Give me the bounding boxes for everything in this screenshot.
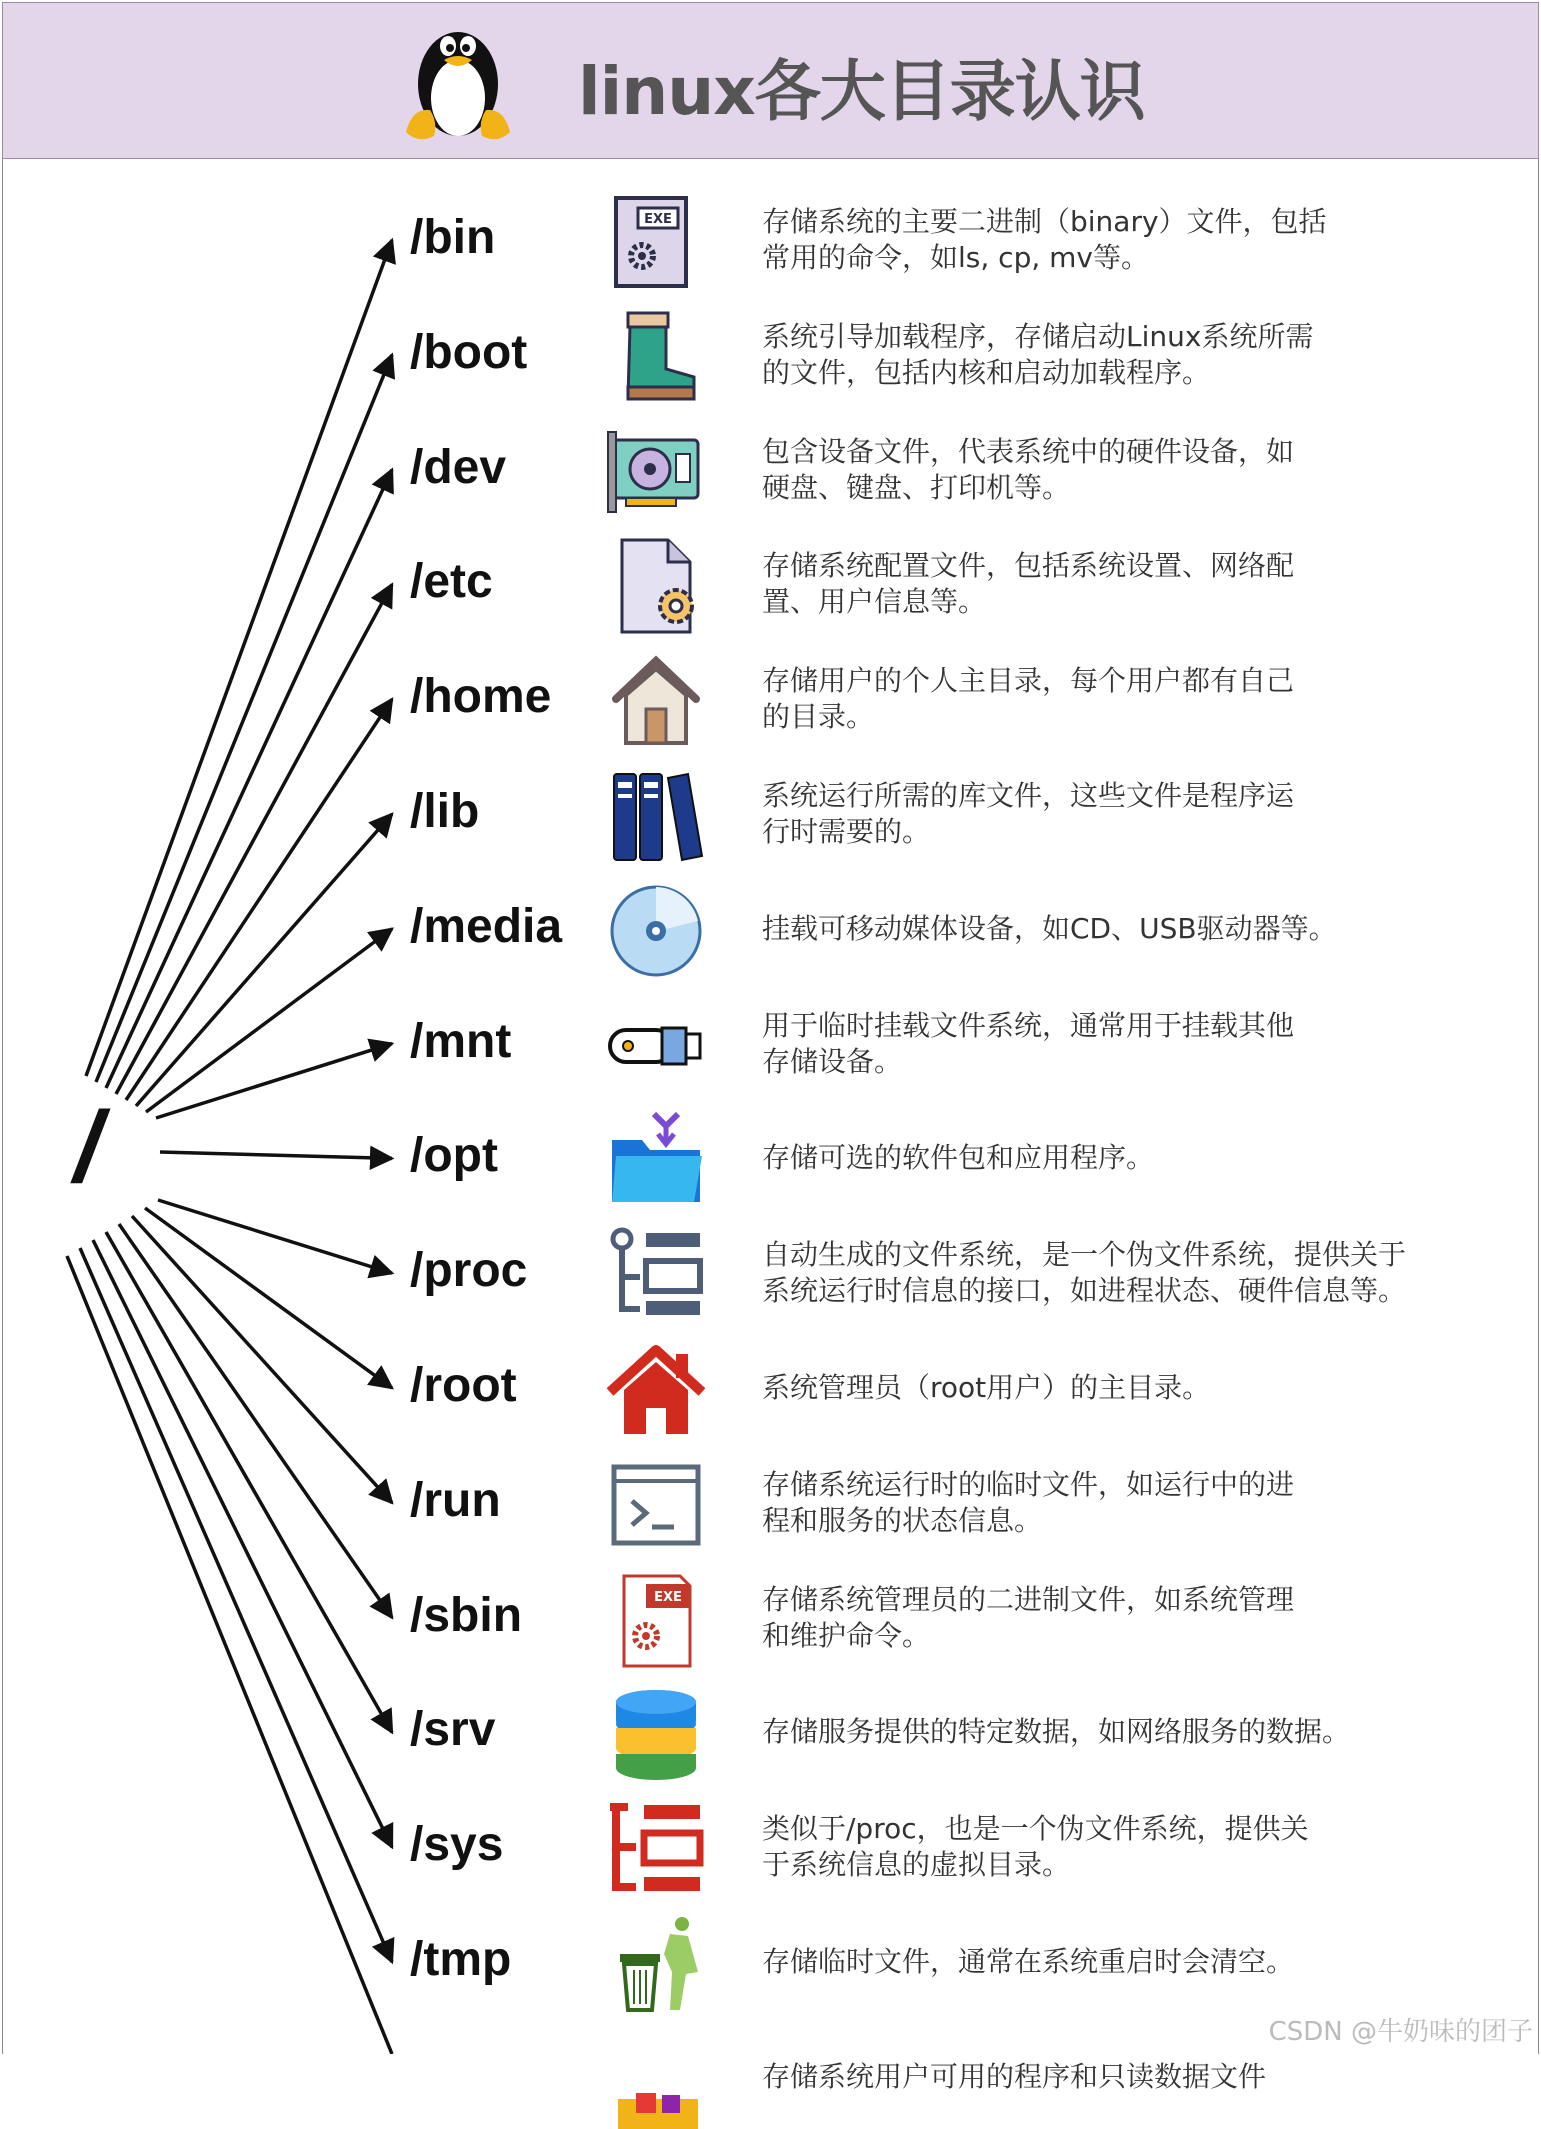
description-line: 存储设备。 (762, 1044, 903, 1078)
connector-arrow-srv (106, 1232, 392, 1732)
connector-arrow-partial (67, 1256, 392, 2054)
description-line: 存储系统用户可用的程序和只读数据文件 (762, 2059, 1267, 2093)
dir-description-dev (762, 434, 1294, 506)
description-line: 程和服务的状态信息。 (762, 1503, 1043, 1537)
description-line: 常用的命令，如ls, cp, mv等。 (762, 241, 1149, 274)
description-line: 包含设备文件，代表系统中的硬件设备，如 (762, 434, 1295, 468)
description-line: 存储服务提供的特定数据，如网络服务的数据。 (762, 1715, 1351, 1749)
dir-label-bin: /bin (410, 211, 496, 264)
usb-drive-icon (606, 996, 706, 1096)
connector-arrow-dev (106, 470, 392, 1088)
svg-text:EXE: EXE (654, 1589, 682, 1605)
description-line: 存储系统的主要二进制（binary）文件，包括 (762, 205, 1327, 238)
description-line: 用于临时挂载文件系统，通常用于挂载其他 (762, 1008, 1295, 1042)
connector-arrow-bin (86, 240, 392, 1076)
dir-label-dev: /dev (410, 440, 507, 494)
dir-description-media (762, 911, 1337, 947)
boot-icon (606, 307, 706, 407)
dir-label-home: /home (410, 670, 552, 724)
dir-label-etc: /etc (410, 555, 493, 609)
red-tree-structure-icon (606, 1799, 706, 1899)
description-line: 挂载可移动媒体设备，如CD、USB驱动器等。 (762, 911, 1337, 945)
dir-description-mnt (762, 1008, 1294, 1080)
dir-label-run: /run (410, 1473, 501, 1527)
description-line: 行时需要的。 (762, 815, 931, 848)
dir-label-sbin: /sbin (410, 1588, 523, 1642)
description-line: 存储系统运行时的临时文件，如运行中的进 (762, 1467, 1295, 1501)
description-line: 存储可选的软件包和应用程序。 (762, 1141, 1155, 1175)
dir-label-lib: /lib (410, 785, 480, 838)
description-line: 自动生成的文件系统，是一个伪文件系统，提供关于 (762, 1238, 1407, 1272)
description-line: 存储系统配置文件，包括系统设置、网络配 (762, 549, 1295, 583)
dir-description-home (762, 663, 1294, 735)
red-exe-file-icon (606, 1570, 706, 1670)
exe-file-icon (606, 192, 706, 292)
description-line: 系统运行时信息的接口，如进程状态、硬件信息等。 (762, 1274, 1407, 1308)
connector-arrow-boot (96, 355, 392, 1082)
dir-description-opt (762, 1140, 1154, 1176)
dir-description-root (762, 1370, 1210, 1406)
books-icon (606, 766, 706, 866)
description-line: 的目录。 (762, 700, 875, 734)
dir-label-opt: /opt (410, 1129, 498, 1183)
house-icon (606, 651, 706, 751)
dir-description-run (762, 1467, 1294, 1539)
dir-description-proc (762, 1237, 1406, 1309)
connector-arrow-sbin (119, 1224, 392, 1618)
dir-label-mnt: /mnt (410, 1014, 512, 1068)
dir-description-sbin (762, 1582, 1294, 1654)
dir-label-sys: /sys (410, 1818, 504, 1872)
description-line: 存储临时文件，通常在系统重启时会清空。 (762, 1945, 1295, 1978)
database-icon (606, 1684, 706, 1784)
description-line: 硬盘、键盘、打印机等。 (762, 470, 1071, 504)
description-line: 于系统信息的虚拟目录。 (762, 1848, 1071, 1882)
description-line: 系统管理员（root用户）的主目录。 (762, 1371, 1211, 1404)
description-line: 和维护命令。 (762, 1618, 931, 1652)
dir-description-lib (762, 778, 1294, 850)
cd-icon (606, 881, 706, 981)
root-directory-label: / (74, 1091, 102, 1203)
dir-description-srv (762, 1714, 1350, 1750)
dir-label-root: /root (410, 1359, 517, 1412)
red-house-icon (606, 1340, 706, 1440)
svg-text:EXE: EXE (644, 212, 672, 227)
connector-arrow-etc (116, 584, 392, 1094)
description-line: 系统运行所需的库文件，这些文件是程序运 (762, 779, 1295, 812)
config-file-icon (606, 536, 706, 636)
graphics-card-icon (606, 422, 706, 522)
description-line: 系统引导加载程序，存储启动Linux系统所需 (762, 319, 1314, 353)
dir-label-boot: /boot (410, 325, 528, 379)
description-line: 类似于/proc，也是一个伪文件系统，提供关 (762, 1812, 1309, 1846)
connector-arrow-mnt (156, 1044, 392, 1118)
connector-arrow-opt (160, 1152, 392, 1158)
dir-description-tmp (762, 1944, 1294, 1980)
dir-description-partial (762, 2059, 1266, 2095)
trash-icon (606, 1914, 706, 2014)
dir-label-tmp: /tmp (410, 1933, 512, 1986)
page-title: linux各大目录认识 (578, 53, 1145, 130)
tree-structure-icon (606, 1225, 706, 1325)
partial-icon (606, 2029, 706, 2129)
description-line: 存储用户的个人主目录，每个用户都有自己 (762, 664, 1295, 698)
folder-download-icon (606, 1110, 706, 1210)
description-line: 置、用户信息等。 (762, 585, 987, 619)
dir-description-bin (762, 204, 1327, 276)
connector-arrow-lib (136, 814, 392, 1106)
connector-arrow-sys (93, 1240, 392, 1847)
dir-label-proc: /proc (410, 1244, 528, 1298)
watermark: CSDN @牛奶味的团子 (1269, 2011, 1533, 2048)
description-line: 存储系统管理员的二进制文件，如系统管理 (762, 1582, 1295, 1616)
dir-description-boot (762, 319, 1313, 391)
terminal-icon (606, 1455, 706, 1555)
connector-arrow-proc (158, 1200, 392, 1273)
description-line: 的文件，包括内核和启动加载程序。 (762, 355, 1211, 389)
dir-description-etc (762, 548, 1294, 620)
dir-label-media: /media (410, 899, 563, 953)
dir-description-sys (762, 1811, 1309, 1883)
dir-label-srv: /srv (410, 1703, 496, 1757)
